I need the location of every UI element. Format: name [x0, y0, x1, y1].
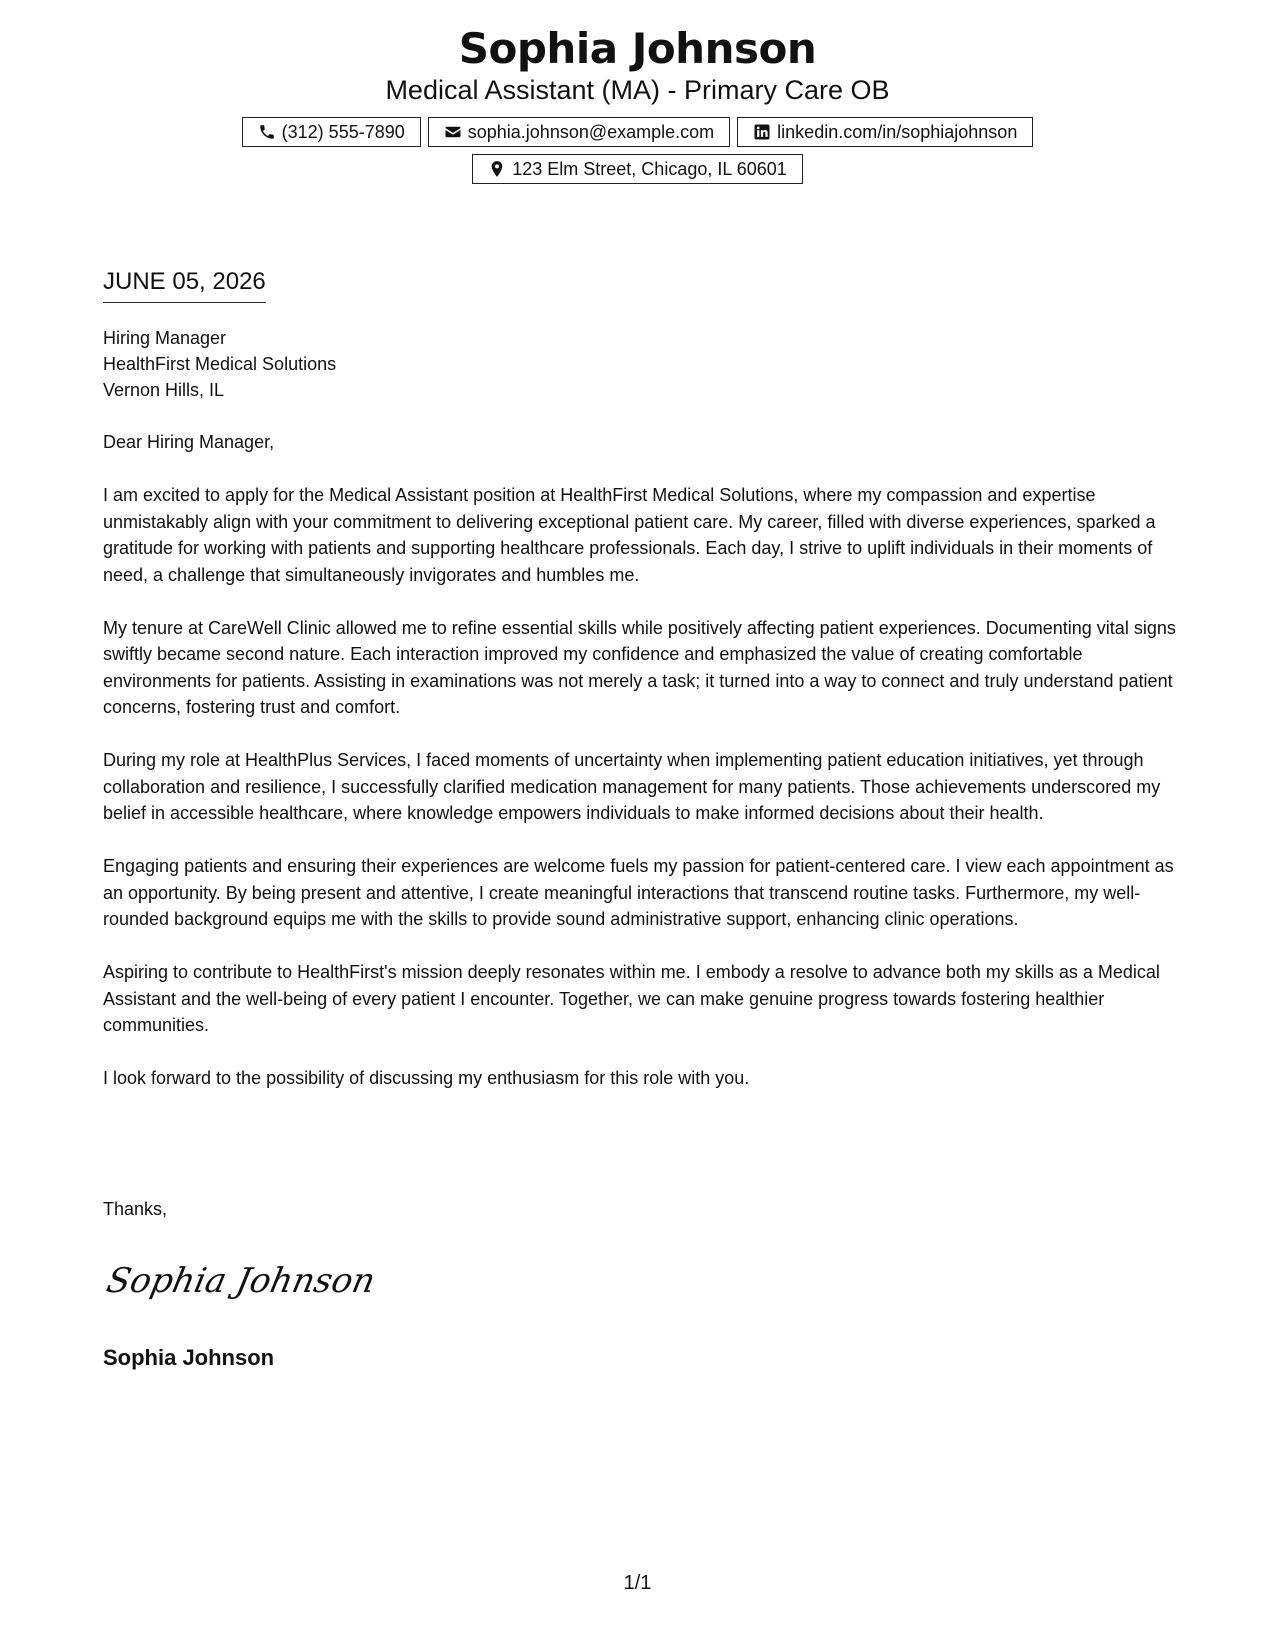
paragraph: My tenure at CareWell Clinic allowed me to refine essential skills while positively affecting patient experiences. Documenting vital signs swiftly became second nature. Each interaction improved my confidence and emphasized the value of creating comfortable environments for patients. Assisting in examinations was not merely a task; it turned into a way to connect and truly understand patient concerns, fostering trust and comfort.	[103, 617, 1176, 717]
salutation: Dear Hiring Manager,	[103, 432, 275, 452]
email-chip[interactable]	[428, 117, 730, 147]
linkedin-icon	[753, 123, 771, 141]
signature-text: Sophia Johnson	[103, 1261, 379, 1301]
envelope-icon	[444, 123, 462, 141]
recipient-company: HealthFirst Medical Solutions	[103, 354, 337, 374]
email-text: sophia.johnson@example.com	[467, 122, 715, 142]
recipient-location: Vernon Hills, IL	[103, 380, 225, 400]
closing: Thanks,	[103, 1199, 168, 1219]
linkedin-chip[interactable]	[737, 117, 1033, 147]
letter-date: JUNE 05, 2026	[103, 266, 266, 303]
map-pin-icon	[488, 160, 506, 178]
paragraph: Aspiring to contribute to HealthFirst's mission deeply resonates within me. I embody a resolve to advance both my skills as a Medical Assistant and the well-being of every patient I encounter. Together, we can make genuine progress towards fostering healthier communities.	[103, 962, 1160, 1035]
phone-icon	[258, 123, 276, 141]
contact-info	[188, 117, 1088, 184]
paragraph: I am excited to apply for the Medical Assistant position at HealthFirst Medical Solutions, where my compassion and expertise unmistakably align with your commitment to delivering exceptional patient care. My career, filled with diverse experiences, sparked a gratitude for working with patients and supporting healthcare professionals. Each day, I strive to uplift individuals in their moments of need, a challenge that simultaneously invigorates and humbles me.	[103, 485, 1156, 585]
page-number: 1/1	[623, 1572, 652, 1594]
paragraph: I look forward to the possibility of discussing my enthusiasm for this role with you.	[103, 1068, 750, 1088]
paragraph: During my role at HealthPlus Services, I faced moments of uncertainty when implementing patient education initiatives, yet through collaboration and resilience, I successfully clarified medication management for many patients. Those achievements underscored my belief in accessible healthcare, where knowledge empowers individuals to make informed decisions about their health.	[103, 750, 1161, 823]
linkedin-text: linkedin.com/in/sophiajohnson	[777, 122, 1018, 142]
letter-body	[103, 325, 1183, 1118]
phone-text: (312) 555-7890	[281, 122, 405, 142]
applicant-name: Sophia Johnson	[458, 24, 817, 73]
address-chip[interactable]	[472, 154, 803, 184]
paragraph: Engaging patients and ensuring their experiences are welcome fuels my passion for patient-centered care. I view each appointment as an opportunity. By being present and attentive, I create meaningful interactions that transcend routine tasks. Furthermore, my well-rounded background equips me with the skills to provide sound administrative support, enhancing clinic operations.	[103, 856, 1174, 929]
signature	[103, 1250, 379, 1310]
recipient-title: Hiring Manager	[103, 328, 227, 348]
recipient-address	[103, 325, 1183, 403]
signer-name: Sophia Johnson	[103, 1345, 275, 1370]
applicant-role: Medical Assistant (MA) - Primary Care OB	[385, 75, 890, 105]
address-text: 123 Elm Street, Chicago, IL 60601	[512, 159, 787, 179]
phone-chip[interactable]	[242, 117, 421, 147]
letter-header	[0, 22, 1275, 184]
